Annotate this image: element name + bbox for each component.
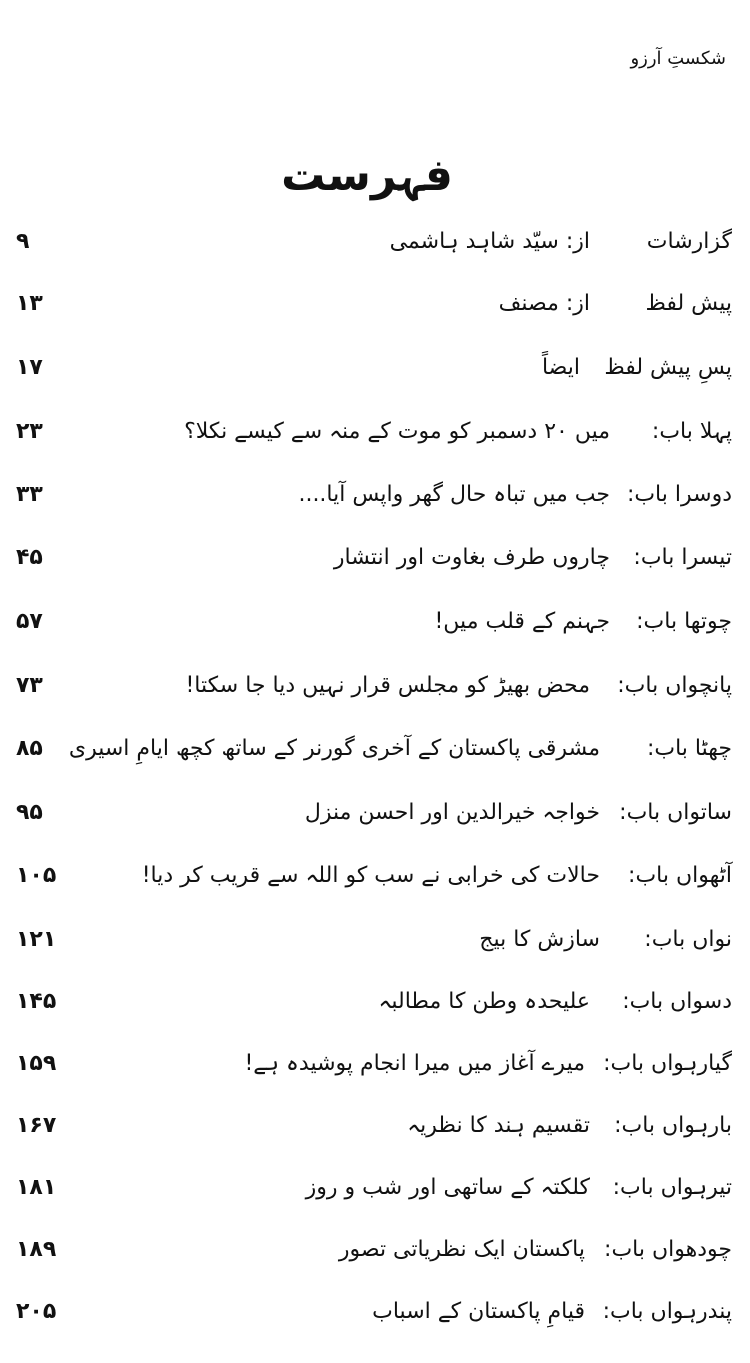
toc-title: قیامِ پاکستان کے اسباب <box>372 1299 585 1324</box>
toc-page-number: ۳۳ <box>16 482 43 507</box>
toc-title: حالات کی خرابی نے سب کو اللہ سے قریب کر دیا! <box>141 863 600 888</box>
toc-row <box>0 1036 750 1092</box>
toc-row <box>0 721 750 777</box>
toc-row <box>0 467 750 523</box>
toc-page-number: ۷۳ <box>16 673 43 698</box>
toc-title: از: مصنف <box>498 291 590 316</box>
toc-row <box>0 340 750 396</box>
toc-label: گیارہواں باب: <box>603 1051 732 1076</box>
toc-page-number: ۵۷ <box>16 609 43 634</box>
page-title: فہرست <box>281 150 453 201</box>
toc-title: میں ۲۰ دسمبر کو موت کے منہ سے کیسے نکلا؟ <box>184 419 610 444</box>
toc-page-number: ۱۸۱ <box>16 1175 57 1200</box>
toc-page-number: ۱۵۹ <box>16 1051 57 1076</box>
toc-label: پیش لفظ <box>645 291 732 316</box>
toc-row <box>0 785 750 841</box>
toc-page-number: ۹ <box>16 229 30 254</box>
toc-title: تقسیم ہند کا نظریہ <box>407 1113 590 1138</box>
toc-label: چودھواں باب: <box>604 1237 732 1262</box>
toc-title: ایضاً <box>541 355 580 380</box>
toc-title: کلکتہ کے ساتھی اور شب و روز <box>305 1175 590 1200</box>
toc-title: از: سیّد شاہد ہاشمی <box>389 229 590 254</box>
toc-row <box>0 1222 750 1278</box>
toc-label: پسِ پیش لفظ <box>604 355 732 380</box>
toc-title: جب میں تباہ حال گھر واپس آیا.... <box>298 482 610 507</box>
toc-label: نواں باب: <box>644 927 732 952</box>
toc-title: محض بھیڑ کو مجلس قرار نہیں دیا جا سکتا! <box>185 673 590 698</box>
toc-row <box>0 974 750 1030</box>
toc-page-number: ۴۵ <box>16 545 43 570</box>
running-header: شکستِ آرزو <box>630 48 726 69</box>
toc-title: جہنم کے قلب میں! <box>434 609 610 634</box>
toc-label: پندرہواں باب: <box>602 1299 732 1324</box>
toc-page-number: ۲۰۵ <box>16 1299 57 1324</box>
toc-page-number: ۱۰۵ <box>16 863 57 888</box>
toc-label: دسواں باب: <box>622 989 732 1014</box>
toc-row <box>0 530 750 586</box>
toc-label: بارہواں باب: <box>614 1113 732 1138</box>
toc-label: آٹھواں باب: <box>628 863 732 888</box>
toc-page-number: ۱۸۹ <box>16 1237 57 1262</box>
toc-row <box>0 658 750 714</box>
toc-label: پانچواں باب: <box>617 673 732 698</box>
toc-row <box>0 276 750 332</box>
toc-page-number: ۸۵ <box>16 736 43 761</box>
toc-row <box>0 214 750 270</box>
toc-page-number: ۹۵ <box>16 800 43 825</box>
toc-label: ساتواں باب: <box>619 800 732 825</box>
toc-page-number: ۱۳ <box>16 291 43 316</box>
toc-label: پہلا باب: <box>651 419 732 444</box>
toc-label: چھٹا باب: <box>646 736 732 761</box>
toc-title: سازش کا بیج <box>479 927 600 952</box>
toc-label: دوسرا باب: <box>626 482 732 507</box>
toc-title: میرے آغاز میں میرا انجام پوشیدہ ہے! <box>244 1051 585 1076</box>
toc-label: تیسرا باب: <box>633 545 732 570</box>
toc-title: پاکستان ایک نظریاتی تصور <box>338 1237 585 1262</box>
toc-page-number: ۲۳ <box>16 419 43 444</box>
toc-row <box>0 1160 750 1216</box>
toc-page-number: ۱۲۱ <box>16 927 57 952</box>
toc-title: چاروں طرف بغاوت اور انتشار <box>333 545 610 570</box>
toc-row <box>0 1098 750 1154</box>
toc-title: مشرقی پاکستان کے آخری گورنر کے ساتھ کچھ ایامِ اسیری <box>68 736 600 761</box>
toc-label: گزارشات <box>646 229 732 254</box>
toc-row <box>0 848 750 904</box>
toc-page-number: ۱۶۷ <box>16 1113 57 1138</box>
toc-row <box>0 1284 750 1340</box>
toc-title: علیحدہ وطن کا مطالبہ <box>378 989 590 1014</box>
toc-row <box>0 404 750 460</box>
toc-page-number: ۱۴۵ <box>16 989 57 1014</box>
toc-row <box>0 594 750 650</box>
toc-page-number: ۱۷ <box>16 355 43 380</box>
toc-row <box>0 912 750 968</box>
toc-title: خواجہ خیرالدین اور احسن منزل <box>304 800 600 825</box>
toc-label: تیرہواں باب: <box>612 1175 732 1200</box>
toc-label: چوتھا باب: <box>636 609 732 634</box>
